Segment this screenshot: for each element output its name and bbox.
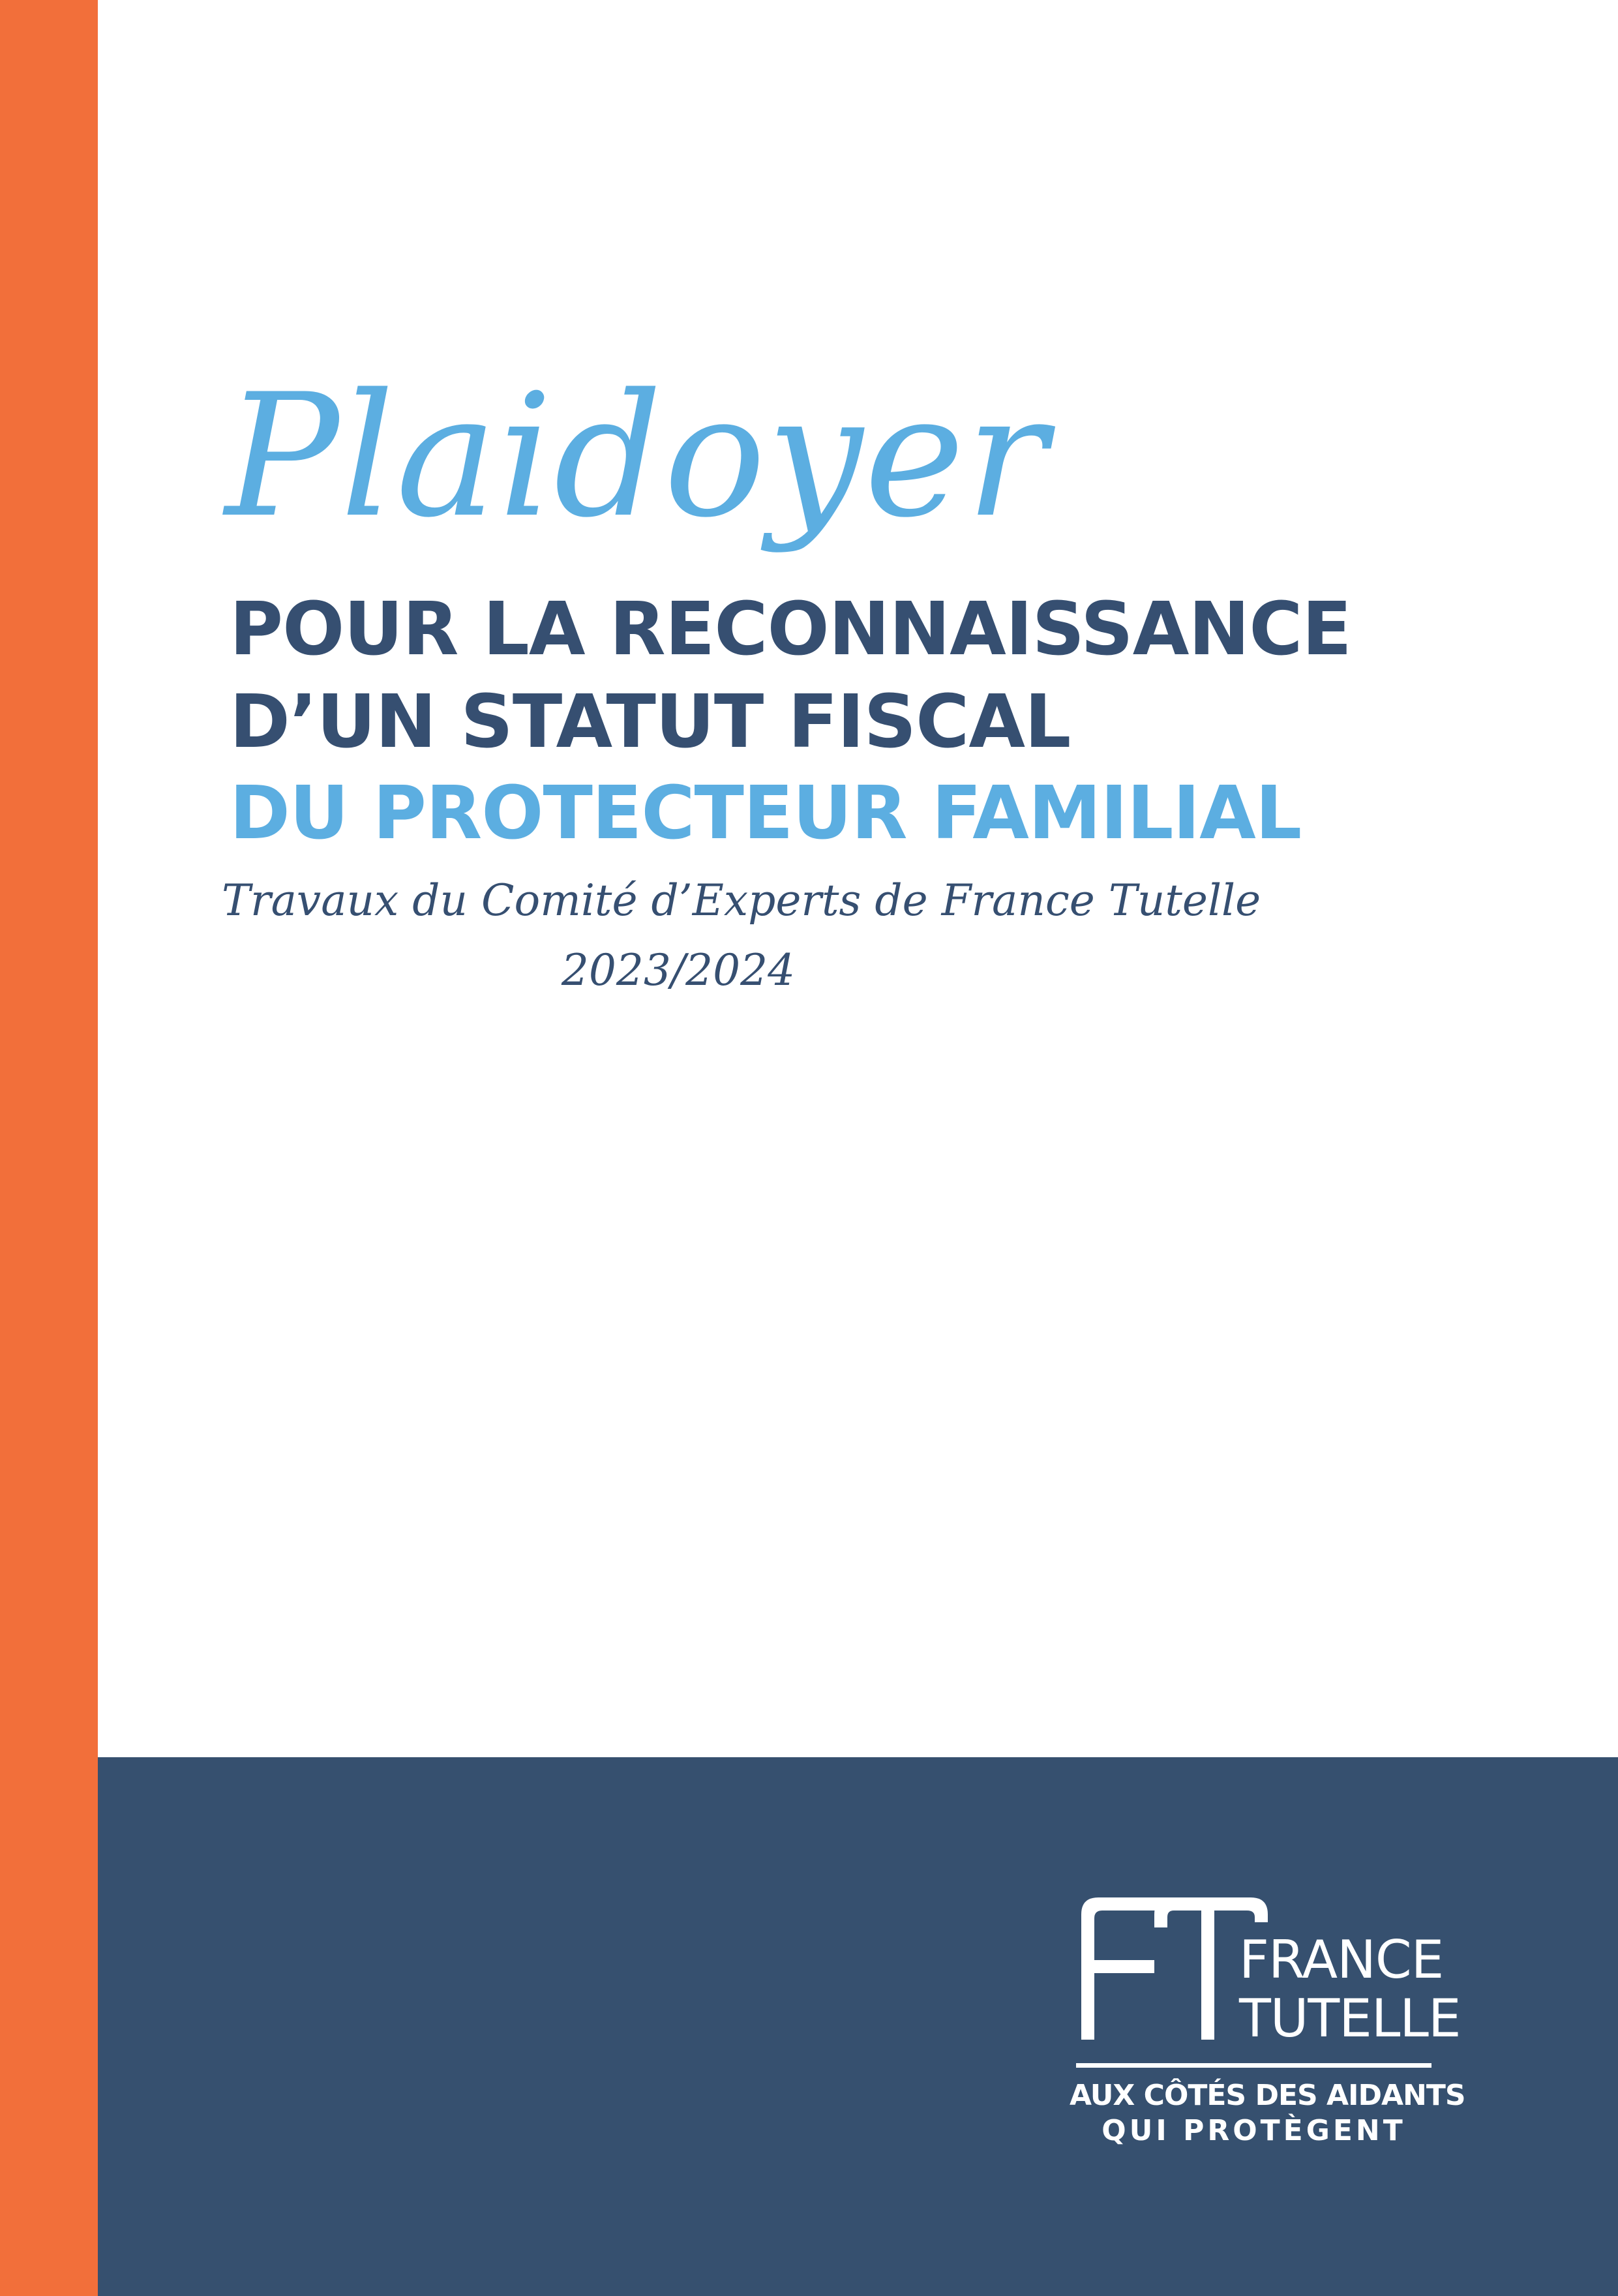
logo-divider xyxy=(1076,2063,1431,2068)
france-tutelle-logo xyxy=(1070,1888,1465,2162)
cover-years: 2023/2024 xyxy=(561,945,796,995)
orange-side-stripe xyxy=(0,0,98,2296)
cover-script-title: Plaidoyer xyxy=(225,358,1049,555)
logo-tagline-line-1: AUX CÔTÉS DES AIDANTS xyxy=(1070,2079,1465,2112)
heading-line-2: D’UN STATUT FISCAL xyxy=(230,680,1071,764)
logo-tagline-line-2: QUI PROTÈGENT xyxy=(1101,2114,1406,2147)
logo-word-tutelle: TUTELLE xyxy=(1239,1988,1461,2049)
cover-subtitle: Travaux du Comité d’Experts de France Tutelle xyxy=(222,875,1261,926)
heading-line-1: POUR LA RECONNAISSANCE xyxy=(230,587,1351,672)
logo-word-france: FRANCE xyxy=(1239,1929,1444,1990)
heading-line-3: DU PROTECTEUR FAMILIAL xyxy=(230,771,1302,856)
